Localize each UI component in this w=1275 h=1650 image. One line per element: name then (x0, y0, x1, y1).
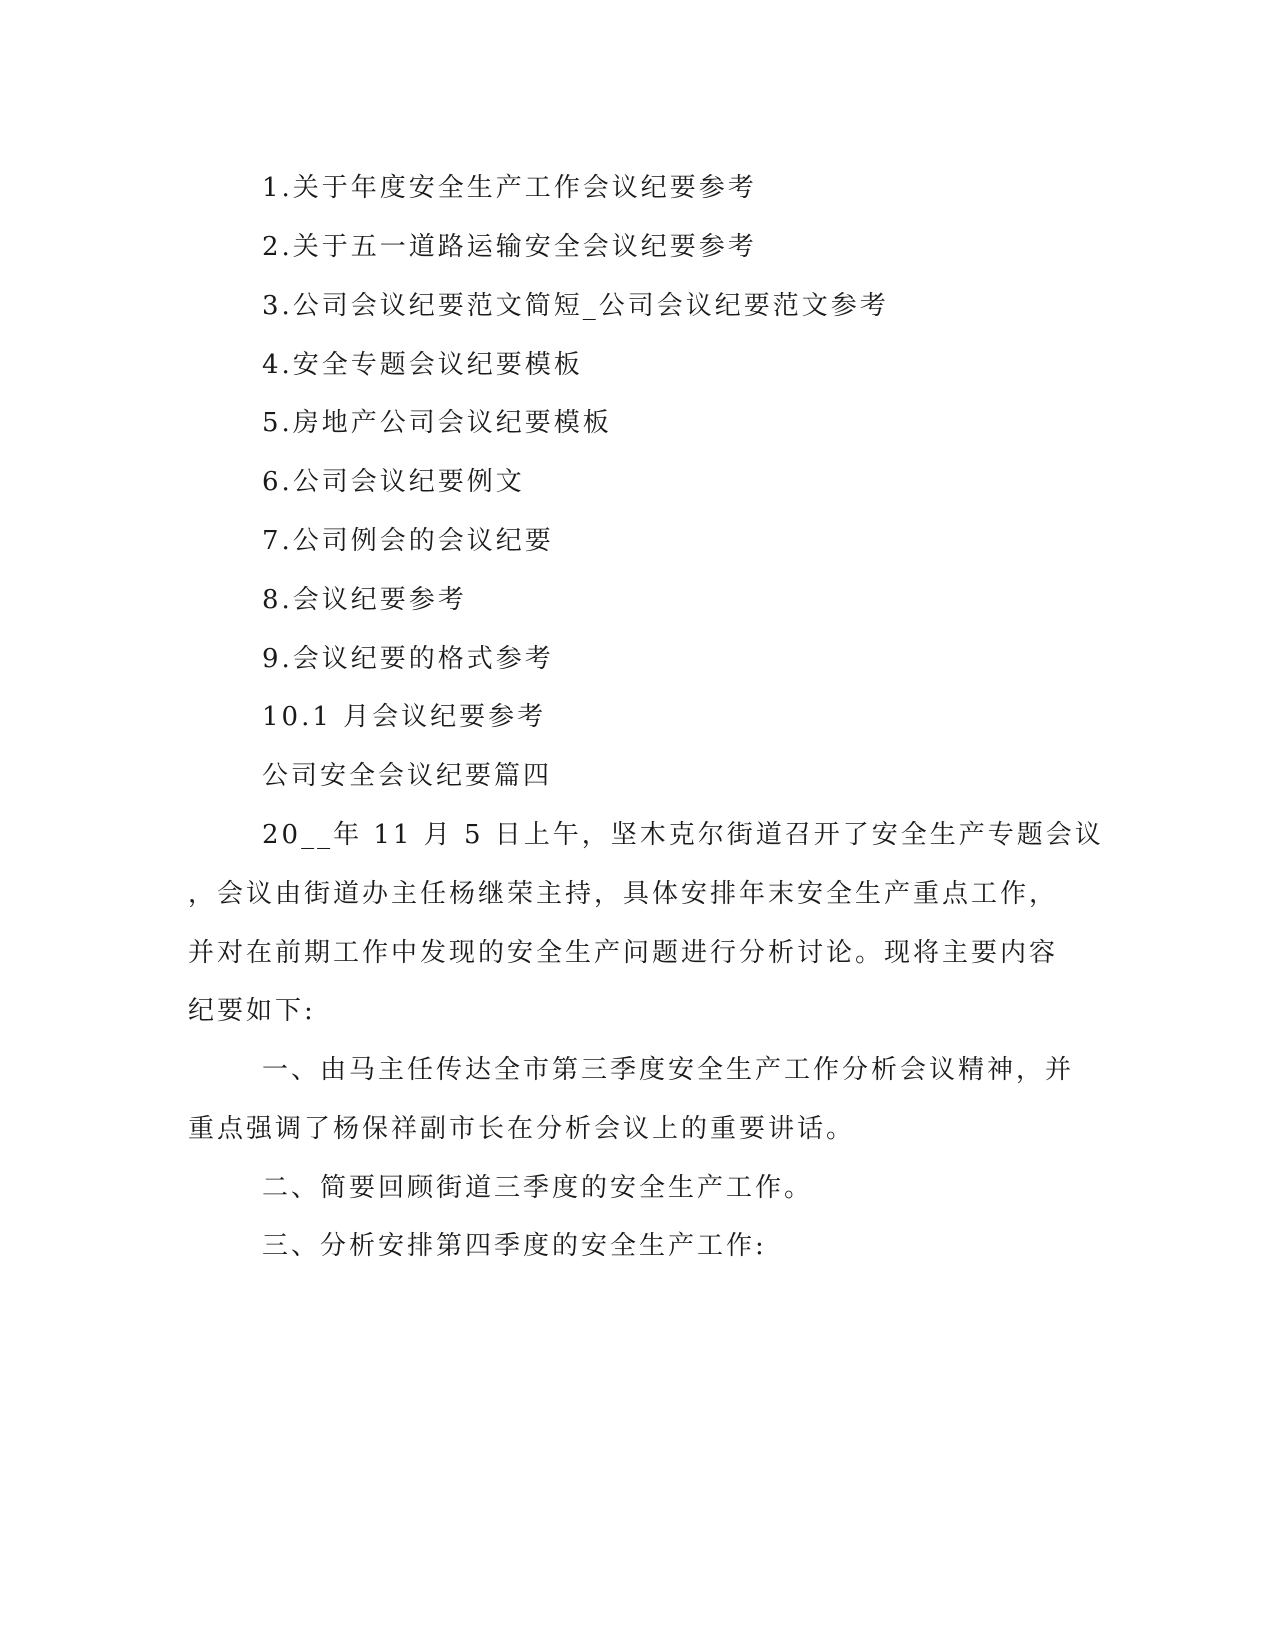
item-1-line-1: 一、由马主任传达全市第三季度安全生产工作分析会议精神，并 (262, 1055, 1075, 1085)
toc-item-2: 2.关于五一道路运输安全会议纪要参考 (262, 232, 757, 262)
toc-item-7: 7.公司例会的会议纪要 (262, 526, 554, 556)
item-3: 三、分析安排第四季度的安全生产工作: (262, 1231, 767, 1261)
intro-line-1: 20__年 11 月 5 日上午，坚木克尔街道召开了安全生产专题会议 (262, 820, 1104, 850)
intro-line-4: 纪要如下: (188, 996, 316, 1026)
toc-item-5: 5.房地产公司会议纪要模板 (262, 408, 612, 438)
toc-item-3: 3.公司会议纪要范文简短_公司会议纪要范文参考 (262, 291, 889, 321)
section-title: 公司安全会议纪要篇四 (262, 761, 553, 791)
intro-line-3: 并对在前期工作中发现的安全生产问题进行分析讨论。现将主要内容 (188, 938, 1059, 968)
toc-item-4: 4.安全专题会议纪要模板 (262, 350, 583, 380)
toc-item-6: 6.公司会议纪要例文 (262, 467, 525, 497)
toc-item-1: 1.关于年度安全生产工作会议纪要参考 (262, 173, 757, 203)
toc-item-8: 8.会议纪要参考 (262, 585, 467, 615)
item-2: 二、简要回顾街道三季度的安全生产工作。 (262, 1173, 814, 1203)
toc-item-9: 9.会议纪要的格式参考 (262, 644, 554, 674)
toc-item-10: 10.1 月会议纪要参考 (262, 702, 547, 732)
intro-line-2: ，会议由街道办主任杨继荣主持，具体安排年末安全生产重点工作， (188, 879, 1059, 909)
item-1-line-2: 重点强调了杨保祥副市长在分析会议上的重要讲话。 (188, 1114, 856, 1144)
